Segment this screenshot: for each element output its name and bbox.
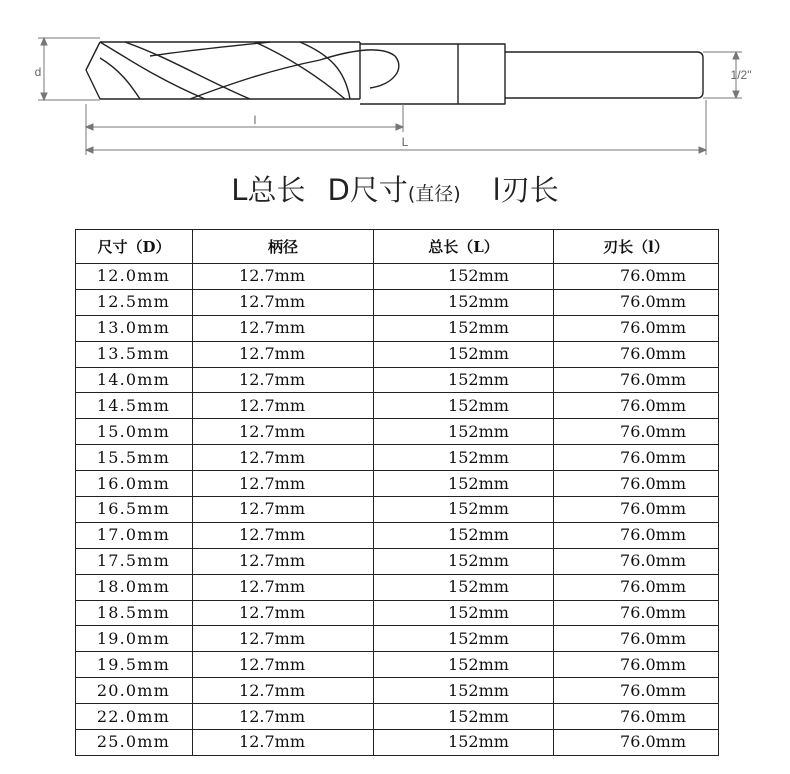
table-row xyxy=(76,574,719,600)
cell-size: 19.5mm xyxy=(76,652,193,678)
cell-shank-diameter: 12.7mm xyxy=(193,264,374,290)
cell-shank-diameter: 12.7mm xyxy=(193,730,374,756)
table-row xyxy=(76,730,719,756)
table-row xyxy=(76,445,719,471)
cell-size: 17.5mm xyxy=(76,548,193,574)
cell-size: 15.5mm xyxy=(76,445,193,471)
cell-size: 25.0mm xyxy=(76,730,193,756)
cell-total-length: 152mm xyxy=(374,445,554,471)
table-row xyxy=(76,393,719,419)
cell-flute-length: 76.0mm xyxy=(554,341,719,367)
table-row xyxy=(76,289,719,315)
cell-shank-diameter: 12.7mm xyxy=(193,289,374,315)
cell-shank-diameter: 12.7mm xyxy=(193,574,374,600)
header-shank-diameter: 柄径 xyxy=(193,230,374,264)
cell-total-length: 152mm xyxy=(374,704,554,730)
cell-shank-diameter: 12.7mm xyxy=(193,704,374,730)
dimension-legend xyxy=(0,168,790,214)
cell-flute-length: 76.0mm xyxy=(554,445,719,471)
cell-flute-length: 76.0mm xyxy=(554,289,719,315)
cell-size: 22.0mm xyxy=(76,704,193,730)
table-row xyxy=(76,652,719,678)
cell-shank-diameter: 12.7mm xyxy=(193,445,374,471)
cell-size: 14.5mm xyxy=(76,393,193,419)
header-flute-length: 刃长（l） xyxy=(554,230,719,264)
shank-diameter-label: 1/2" xyxy=(730,68,752,82)
cell-size: 12.0mm xyxy=(76,264,193,290)
cell-flute-length: 76.0mm xyxy=(554,497,719,523)
cell-flute-length: 76.0mm xyxy=(554,600,719,626)
cell-shank-diameter: 12.7mm xyxy=(193,600,374,626)
cell-size: 18.5mm xyxy=(76,600,193,626)
cell-flute-length: 76.0mm xyxy=(554,730,719,756)
cell-total-length: 152mm xyxy=(374,600,554,626)
cell-flute-length: 76.0mm xyxy=(554,626,719,652)
cell-flute-length: 76.0mm xyxy=(554,315,719,341)
drill-dimension-diagram xyxy=(0,0,790,165)
cell-shank-diameter: 12.7mm xyxy=(193,341,374,367)
cell-shank-diameter: 12.7mm xyxy=(193,678,374,704)
cell-shank-diameter: 12.7mm xyxy=(193,497,374,523)
cell-size: 17.0mm xyxy=(76,522,193,548)
cell-size: 18.0mm xyxy=(76,574,193,600)
table-row xyxy=(76,367,719,393)
cell-size: 12.5mm xyxy=(76,289,193,315)
cell-shank-diameter: 12.7mm xyxy=(193,548,374,574)
cell-size: 13.0mm xyxy=(76,315,193,341)
table-row xyxy=(76,341,719,367)
cell-flute-length: 76.0mm xyxy=(554,471,719,497)
cell-total-length: 152mm xyxy=(374,497,554,523)
table-row xyxy=(76,419,719,445)
cell-total-length: 152mm xyxy=(374,315,554,341)
cell-total-length: 152mm xyxy=(374,393,554,419)
cell-total-length: 152mm xyxy=(374,730,554,756)
drill-bit-illustration xyxy=(86,42,703,104)
cell-total-length: 152mm xyxy=(374,522,554,548)
cell-total-length: 152mm xyxy=(374,367,554,393)
cell-flute-length: 76.0mm xyxy=(554,574,719,600)
header-total-length: 总长（L） xyxy=(374,230,554,264)
cell-total-length: 152mm xyxy=(374,652,554,678)
cell-flute-length: 76.0mm xyxy=(554,522,719,548)
cell-total-length: 152mm xyxy=(374,341,554,367)
table-row xyxy=(76,471,719,497)
cell-total-length: 152mm xyxy=(374,289,554,315)
cell-size: 15.0mm xyxy=(76,419,193,445)
cell-total-length: 152mm xyxy=(374,574,554,600)
cell-flute-length: 76.0mm xyxy=(554,704,719,730)
cell-shank-diameter: 12.7mm xyxy=(193,315,374,341)
table-row xyxy=(76,626,719,652)
table-body xyxy=(76,264,719,756)
legend-size: D尺寸 xyxy=(327,173,408,207)
cell-total-length: 152mm xyxy=(374,419,554,445)
cell-size: 16.5mm xyxy=(76,497,193,523)
legend-flute-length: l刃长 xyxy=(492,173,559,207)
cell-flute-length: 76.0mm xyxy=(554,678,719,704)
dimension-lines xyxy=(38,38,742,155)
cell-shank-diameter: 12.7mm xyxy=(193,652,374,678)
cell-shank-diameter: 12.7mm xyxy=(193,471,374,497)
cell-size: 20.0mm xyxy=(76,678,193,704)
table-row xyxy=(76,548,719,574)
cell-size: 16.0mm xyxy=(76,471,193,497)
legend-total-length: L总长 xyxy=(231,173,306,207)
cell-shank-diameter: 12.7mm xyxy=(193,626,374,652)
cell-size: 14.0mm xyxy=(76,367,193,393)
cell-total-length: 152mm xyxy=(374,548,554,574)
table-row xyxy=(76,704,719,730)
total-length-label: L xyxy=(401,135,409,149)
cell-total-length: 152mm xyxy=(374,264,554,290)
cell-flute-length: 76.0mm xyxy=(554,419,719,445)
table-row xyxy=(76,678,719,704)
cell-shank-diameter: 12.7mm xyxy=(193,522,374,548)
table-row xyxy=(76,497,719,523)
diameter-label: d xyxy=(34,65,42,79)
cell-size: 19.0mm xyxy=(76,626,193,652)
cell-shank-diameter: 12.7mm xyxy=(193,393,374,419)
cell-size: 13.5mm xyxy=(76,341,193,367)
cell-flute-length: 76.0mm xyxy=(554,367,719,393)
table-row xyxy=(76,600,719,626)
cell-flute-length: 76.0mm xyxy=(554,652,719,678)
cell-flute-length: 76.0mm xyxy=(554,548,719,574)
flute-length-label: l xyxy=(253,113,257,127)
header-size: 尺寸（D） xyxy=(76,230,193,264)
cell-total-length: 152mm xyxy=(374,678,554,704)
table-row xyxy=(76,522,719,548)
table-row xyxy=(76,315,719,341)
table-header-row xyxy=(76,230,719,264)
legend-size-note: (直径) xyxy=(407,183,461,205)
cell-shank-diameter: 12.7mm xyxy=(193,419,374,445)
cell-flute-length: 76.0mm xyxy=(554,264,719,290)
cell-total-length: 152mm xyxy=(374,471,554,497)
cell-flute-length: 76.0mm xyxy=(554,393,719,419)
spec-table xyxy=(75,229,719,756)
table-row xyxy=(76,264,719,290)
cell-shank-diameter: 12.7mm xyxy=(193,367,374,393)
cell-total-length: 152mm xyxy=(374,626,554,652)
